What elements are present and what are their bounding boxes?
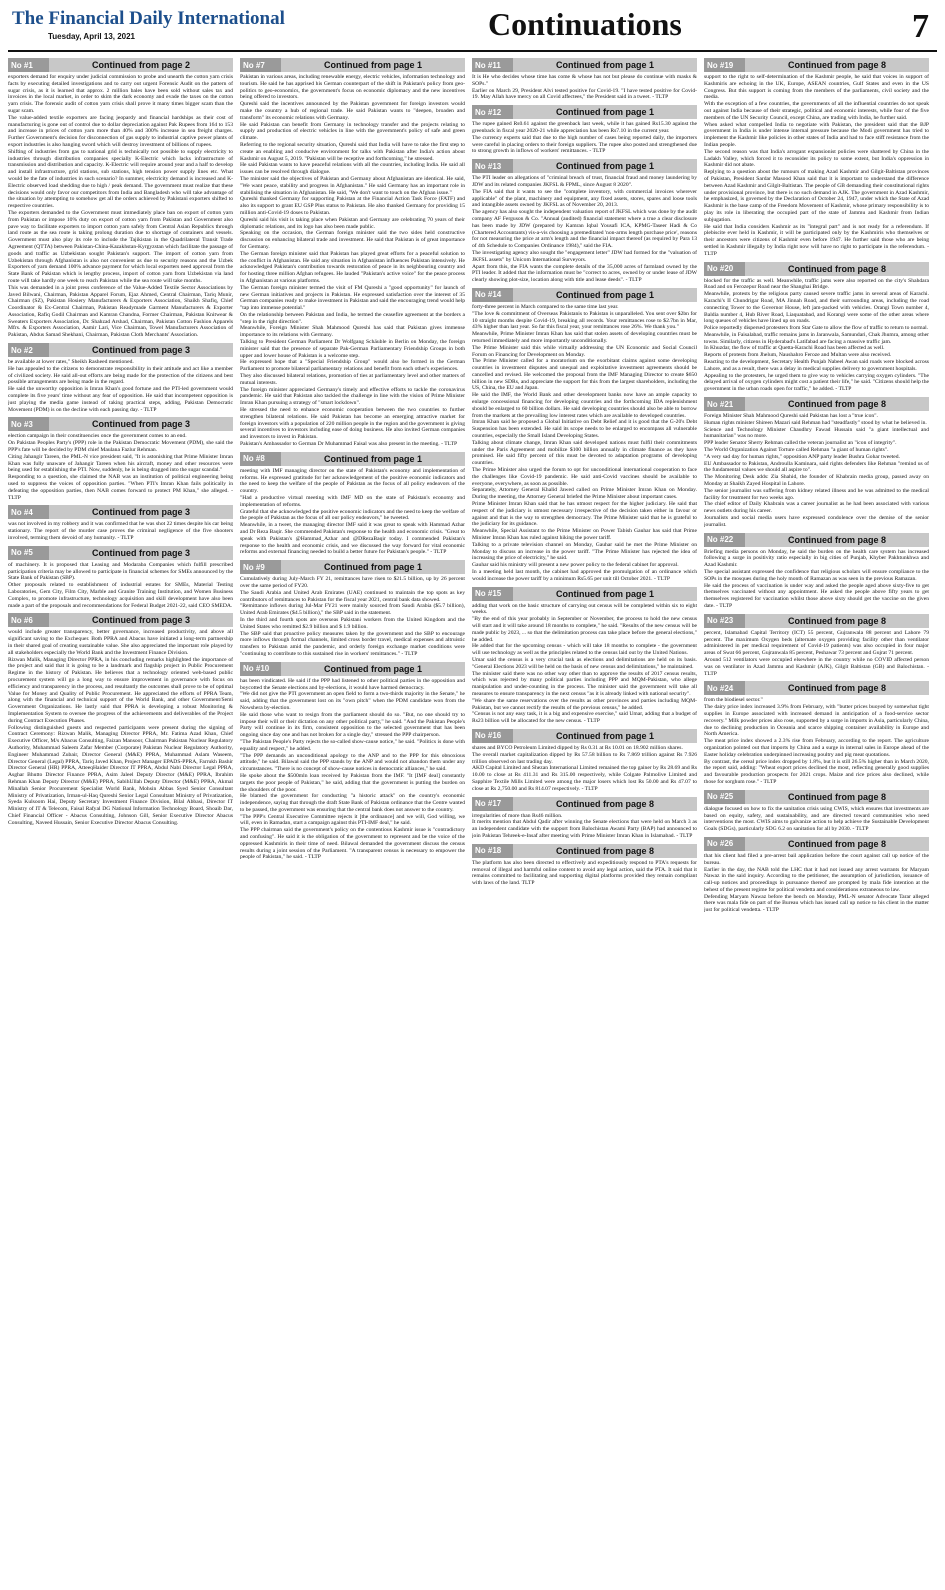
continuation-header (704, 262, 929, 276)
column-1 (8, 58, 233, 1586)
continuation-number: No #12 (472, 105, 513, 119)
issue-date: Tuesday, April 13, 2021 (48, 32, 136, 41)
continuation-title: Continued from page 8 (787, 60, 886, 70)
article-paragraph: He said Pakistan can benefit from Germany in technology transfer and the projects relating to supply and production of electric vehicles in line with the government's policy of safe and green climate. (240, 121, 465, 142)
article-continuation (8, 613, 233, 826)
continuation-number: No #9 (240, 560, 281, 574)
article-paragraph: The agency has also sought the independent valuation report of JKFSL which was done by the audit company AF Ferguson & Co. "Annual (audited) financial statement where a true a clear disclosure has been made by JDW (prepared by Kamran Iqbal Yousafi ICA, KPMG-Taseer Hadi & Co (Chartered Accountants) vis-a-vis choosing a premeditated 'non-arms length purchase price', reasons for not measuring the price at arm's length and the financial impact thereof (as required by Para 13 of 4th Schedule to Companies Ordinance 1984)," said the FIA. (472, 209, 697, 250)
article-paragraph: Referring to the regional security situation, Qureshi said that India will have to take the first step to create an enabling and conducive environment for talks with Pakistan after India's action about Kashmir on August 5, 2019. "Pakistan will be receptive and forthcoming," he stressed. (240, 141, 465, 162)
continuation-header (8, 546, 233, 560)
article-paragraph: The Monitoring Desk adds: Zia Shahid, the founder of Khabrain media group, passed away on Monday at Shaikh Zayed Hospital in Lahore. (704, 474, 929, 488)
article-paragraph: By contrast, the cereal price index dropped by 1.8%, but it is still 26.5% higher than in March 2020, the report said, adding: "Wheat export prices declined the most, reflecting generally good supplies and favourable production prospects for 2021 crops. Maize and rice prices also declined, while those for sorghum rose." - TLTP (704, 758, 929, 785)
article-paragraph: Briefing media persons on Monday, he said the burden on the health care system has increased following a surge in positivity ratio especially in big cities of Punjab, Khyber Pakhtunkhwa and Azad Kashmir. (704, 548, 929, 569)
article-paragraph: When asked what compelled India to negotiate with Pakistan, the president said that the BJP government in India is under intense internal pressure because the Modi government has tried to implement the Kashmir like policies in other states of India and had to face stiff resistance from the Indian people. (704, 121, 929, 148)
article-paragraph: Qureshi thanked Germany for supporting Pakistan at the Financial Action Task Force (FATF) and also its support to grant EU GSP Plus status to Pakistan. He also thanked Germany for providing 15 million anti-Covid-19 doses to Pakistan. (240, 196, 465, 216)
article-paragraph: AKD Capital Limited and Shezan International Limited remained the top gainer by Rs 28.69 and Rs 10.00 to close at Rs 411.31 and Rs 315.00 respectively, while Colgate Palmolive Limited and Sapphire Textile Mills Limited were among the major losers which lost Rs 50.00 and Rs 47.07 to close at Rs 2,750.00 and Rs 814.07 respectively. - TLTP (472, 765, 697, 792)
continuation-title: Continued from page 8 (787, 683, 886, 694)
continuation-title: Continued from page 8 (787, 399, 886, 410)
article-paragraph: The platform has also been directed to effectively and expeditiously respond to PTA's requests for removal of illegal and harmful online content to avoid any legal action, said the PTA. It said that it remains committed to facilitating and supporting digital platforms provided they remain compliant with laws of the land. TLTP (472, 859, 697, 887)
article-paragraph: Meanwhile, protests by the religious party caused severe traffic jams in several areas of Karachi. Karachi's II Chundrigar Road, MA Jinnah Road, and their surrounding areas, including the road connecting Tower to the Governor House, left jam-packed with vehicles. Orangi Town number 4, Baldia number 4, Hub River Road, Liaquatabad, and Korangi were some of the other areas where long queues of vehicles have lined up on roads. (704, 291, 929, 325)
article-paragraph: Responding to a question, she claimed the NAB was an institution of political engineering being used to suppress the voices of opposition parties. "When PTI's Imran Khan fails politically in defeating the opposition parties, then NAB comes forward to protect PM Khan," she alleged. - TLTP (8, 474, 233, 501)
article-paragraph: Rizwan Malik, Managing Director PPRA, in his concluding remarks highlighted the importance of the project and said that it is going to be a landmark and flagship project in Public Procurement Regime in the history of Pakistan. He believes that a technology oriented web-based public procurement system will go a long way to ensure improvement in governance with focus on efficiency and transparency in the process, and resultantly the outcomes shall prove to be of optimal Value for Money and Quality of Public Procurement. He appreciated the efforts of PPRA Team, along with the financial and technical support of the World Bank, and other Government/Semi Government Organizations. He lastly said that PPRA is developing a robust Monitoring & Implementation System to oversee the progress of the achievements and deliverables of the Project during Contract Execution Phases. (8, 656, 233, 724)
continuation-header (472, 159, 697, 173)
continuation-number: No #6 (8, 613, 49, 627)
article-paragraph: Replying to a question about the rumours of making Azad Kashmir and Gilgit-Baltistan provinces of Pakistan, President Sardar Masood Khan said that it is important to understand the difference between Azad Kashmir and Gilgit-Baltistan. The people of GB demanding their constitutional rights under provisional province, but there is no such demand in AJK. The government in Azad Kashmir, he emphasized, is governed by the Declaration of October 24, 1947, under which the State of Azad Kashmir is the base camp of the Freedom Movement of Kashmir, whose primary responsibility is to play its role in liberating the occupied part of the state of Jammu and Kashmir from Indian subjugation. (704, 169, 929, 223)
article-paragraph: Prime Minister Imran Khan said that he has utmost respect for the higher judiciary. He said that respect of the judiciary is utmost necessary irrespective of the decision taken either in favour or against and that is the way to strengthen democracy. The Prime Minister said that he is grateful to the judiciary for its guidance. (472, 501, 697, 528)
continuation-header (704, 533, 929, 547)
continuation-number: No #22 (704, 533, 745, 547)
article-paragraph: The minister said there was no other way other than to approve the results of 2017 census results, which was rejected by many political parties including PPP and MQM-Pakistan, who allege manipulation and under-counting in the process. The minister said the government will take all measures to ensure transparency in the next census "as it is already linked with national security". (472, 670, 697, 697)
continuation-title: Continued from page 8 (787, 838, 886, 849)
article-continuation (704, 58, 929, 258)
article-paragraph: "Census is not any easy task, it is a big and expensive exercise," said Umar, adding that a budget of Rs23 billion will be allocated for the new census. - TLTP (472, 711, 697, 725)
article-paragraph: In a meeting held last month, the cabinet had approved the promulgation of an ordinance which would increase the power tariff by a minimum Rs5.65 per unit till October 2021. - TLTP (472, 569, 697, 582)
continuation-header (8, 58, 233, 72)
article-paragraph: Citing Jahangir Tareen, the PML-N vice president said, "It is astonishing that Prime Minister Imran Khan was fully unaware of Jahangir Tareen when his aircraft, money and other resources were being used for establishing the PTI. Now, suddenly, he is being dragged into the sugar scandal." (8, 453, 233, 474)
newspaper-brand: The Financial Daily International (12, 8, 285, 29)
article-paragraph: He said that India considers Kashmir as its "integral part" and is not ready for a referendum. If plebiscite ever held in Kashmir, it will be participated only by the Kashmiris who themselves or their ancestors were citizens of Kashmir even before 1947. He further said those who are being settled in Kashmir illegally by India right now will have no right to participate in the referendum. - TLTP (704, 223, 929, 257)
continuation-title: Continued from page 8 (787, 791, 886, 802)
article-continuation (8, 417, 233, 501)
article-paragraph: Other proposals related to establishment of industrial estates for SMEs, Material Testing Laboratories, Gem City, Film City, Marble and Granite Training Institution, and Women Business Complex, to promote infrastructure, technology acquisition and skill development have also been made a part of the proposals and recommendations for Federal Budget 2021-22, said CEO SMEDA. (8, 582, 233, 609)
article-paragraph: Grateful that she acknowledged the positive economic indicators and the need to keep the welfare of the people of Pakistan as the focus of all our policy endeavors," he tweeted. (240, 508, 465, 522)
article-paragraph: The World Organization Against Torture called Rehman "a giant of human rights". (704, 447, 889, 454)
article-paragraph: On Pakistan Peoples Party's (PPP) role in the Pakistan Democratic Movement (PDM), she said the PPP's fate will be decided by PDM chief Maulana Fazlur Rehman. (8, 440, 233, 454)
article-paragraph: Separately, Attorney General Khalid Jawed called on Prime Minister Imran Khan on Monday. During the meeting, the Attorney General briefed the Prime Minister about important cases. (472, 487, 697, 501)
article-paragraph: He said those who want to resign from the parliament should do so. "But, no one should try to impose their will or their dictation on any other political party," he said. "And the Pakistan People's Party will continue in its firm, consistent opposition to the selected government that has been ongoing since day one and has not broken for a single day," stressed the PPP chairperson. (240, 711, 465, 739)
article-continuation (472, 797, 697, 840)
article-paragraph: forty-three percent in March compared to the same time last year. (472, 303, 619, 310)
article-paragraph: It merits mention that Abdul Qadir after winning the Senate elections that were held on March 3 as an independent candidate with the support from Balochistan Awami Party (BAP) had announced to join Pakistan Tehreek-e-Insaf after meeting with Prime Minister Imran Khan in Islamabad. - TLTP (472, 819, 697, 839)
continuation-title: Continued from page 8 (787, 263, 886, 274)
article-paragraph: The Prime Minister also urged the forum to opt for unconditional international cooperation to face the challenges like Covid-19 pandemic. He said anti-Covid vaccines should be available to everyone, everywhere, as soon as possible. (472, 467, 697, 487)
continuation-number: No #19 (704, 58, 745, 72)
continuation-number: No #11 (472, 58, 513, 72)
article-paragraph: He expressed hope that a "Special Friendship Group" would also be formed in the German Parliament to promote bilateral parliamentary relations and benefit from each other's experiences. (240, 359, 465, 373)
article-paragraph: Human rights minister Shireen Mazari said Rehman had "steadfastly" stood by what he believed in. (704, 419, 927, 426)
continuation-title: Continued from page 1 (323, 60, 422, 70)
article-continuation (472, 159, 697, 284)
continuation-title: Continued from page 8 (555, 798, 654, 809)
article-paragraph: Reacting to the development, Secretary Health Punjab Nabeel Awan said roads were blocked across Lahore, and as a result, there was a delay in medical supplies delivery to government hospitals. (704, 359, 929, 372)
article-paragraph: The SBP said that proactive policy measures taken by the government and the SBP to encourage more inflows through formal channels, limited cross border travel, medical expenses and altruistic transfers to Pakistan amid the pandemic, and orderly foreign exchange market conditions were "continuing to contribute to this sustained rise in workers' remittances." - TLTP (240, 630, 465, 657)
continuation-number: No #2 (8, 343, 49, 357)
article-paragraph: The exporters demanded to the Government must immediately place ban on export of cotton yarn from Pakistan or impose 10% duty on export of cotton yarn from Pakistan and Government also pave way to facilitate exporters to import cotton yarn safely from Central Asian Republics through land route as the sea route is taking prolong duration due to shortage of containers and vessels. Government must also play its role to include the Tajikistan in the Quadrilateral Transit Trade Agreement (QTTA) between Pakistan-China-Kazakhstan-Kyrgyzstan which facilitate the passage of goods and traffic as Uzbekistan sought Pakistan's support. The import of cotton yarn from Uzbekistan through Afghanistan is also not convenient as due to security reasons and the Uzbek Exporters of yarn demand 100% advance payment for which local exporters need approval from the State Bank of Pakistan which is lengthy process, import of cotton yarn from Uzbekistan via land route will take hardly one week to reach Pakistan while the sea route will take months. (8, 209, 233, 284)
continuation-header (472, 288, 697, 302)
continuation-header (704, 837, 929, 851)
article-paragraph: Apart from this, the FIA wants the complete details of the 35,000 acres of farmland owned by the PTI leader. It added that the information must be "correct to acres, owned by or under lease of JDW clearly showing plot-size, location along with title and lease deeds". - TLTP (472, 263, 697, 284)
continuation-header (240, 560, 465, 574)
continuation-number: No #26 (704, 837, 745, 851)
article-continuation (240, 560, 465, 658)
article-paragraph: PPP leader Senator Sherry Rehman called the veteran journalist an "icon of integrity". (704, 440, 897, 447)
continuation-number: No #7 (240, 58, 281, 72)
article-continuation (704, 397, 929, 529)
continuation-header (472, 797, 697, 811)
article-paragraph: The currency experts said that due to the high number of cases being reported daily, the importers were careful in placing orders to their foreign suppliers. The rupee also posted and strengthened due to strong growth in inflows of workers' remittances. - TLTP (472, 134, 697, 155)
article-paragraph: Meanwhile, Foreign Minister Shah Mahmood Qureshi has said that Pakistan gives immense importance to its relations with Germany. (240, 325, 465, 339)
article-continuation (8, 343, 233, 413)
continuation-title: Continued from page 1 (555, 289, 654, 300)
article-paragraph: Following distinguished guests and respected participants were present during the signing of Contract Ceremony: Rizwan Malik, Managing Director PPRA, Mr. Fatima Azad Khan, Chief Executive Officer, M/s Abacus Consulting, Faizan Mansoor, Chairman Pakistan Nuclear Regulatory Authority, Muhammad Saleem Zafar Member (Corporate) Pakistan Nuclear Regulatory Authority, Engineer Muhammad Zubair, Director General (M&E) PPRA, Muhammad Aslam Waseem, Director General (Legal) PPRA, Tariq Javed Khan, Project Manager EPADS-PPRA, Farrukh Bashir Director General (HR) PPRA, AtteeqHaider Director IT PPRA, Abdul Nabi Director Legal PPRA, Asghar Bhutto Director Finance PPRA, Asim Jaleel Deputy Director (M&E) PPRA, Ibrahim Rehman Khan Deputy Director (M&E) PPRA, SabihUllah Deputy Director (M&E) PPRA, Akmal Minallah Senior Procurement Specialist World Bank, Mohsin Abbas Syed Senior Consultant Ministry of Privatization, Irman-ul-Haq Qureshi Senior Legal Consultant Ministry of Privatization, Syeda Kulsoom Hai, Deputy Secretary Investment Finance Division, Bilal Abbasi, Director IT Ministry of IT & Telecom, Faisal Rafyal DG National Information Technology Board, Shoaib Dar, Chief Financial Officer - Abacus Consulting, Johnson Gill, Senior Executive Director Abacus Consulting, Naveed Hussain, Senior Executive Director Abacus Consulting. (8, 724, 233, 826)
article-paragraph: "The PPP's Central Executive Committee rejects it [the ordinance] and we will, God willing, we will, even in Ramadan, start a campaign against this PTI-IMF deal," he said. (240, 813, 465, 827)
article-paragraph: that his client had filed a pre-arrest bail application before the court against call up notice of the bureau. (704, 852, 929, 866)
article-paragraph: Meanwhile, in a tweet, the managing director IMF said it was great to speak with Hammad Azhar and Dr Reza Baqir. She commended Pakistan's response to the health and economic crisis. "Great to speak with Pakistan's @Hammad_Azhar and @DRezaBaqir today. I commended Pakistan's response to the health and economic crisis, and we discussed the way forward for vital economic reforms and external financing needed to build a better future for Pakistan's people." - TLTP (240, 522, 465, 556)
article-paragraph: It is He who decides whose time has come & whose has not but please do continue with masks & SOPs." (472, 74, 697, 87)
article-paragraph: The chief editor of Daily Khabrain was a career journalist as he had been associated with various news outlets during his career. (704, 501, 929, 515)
continuation-title: Continued from page 1 (555, 588, 654, 599)
continuation-number: No #10 (240, 662, 281, 676)
article-continuation (8, 505, 233, 541)
section-title: Continuations (488, 6, 682, 42)
article-paragraph: Shifting of industries from gas to national grid is technically not possible to supply electricity to industries through distribution companies specially K-Electric which lacks infrastructure of transmission and distribution and capacity. K-Electric will require around year and a half to develop and install infrastructure, grid stations, sub stations, high tension power supply lines etc. What would be the fate of industries in such scenario? In summer, electricity demand is increased and K-Electric observed load shedding due to high / peak demand. The government must realize that these decisions would only favor our competitors from India and Bangladesh who will take advantage of the situation by attempting to somehow get all the orders achieved by Pakistani exporters shifted to respective countries. (8, 148, 233, 210)
article-paragraph: On the relationship between Pakistan and India, he termed the ceasefire agreement at the borders a "step in the right direction". (240, 311, 465, 325)
continuation-header (704, 790, 929, 804)
page-number: 7 (912, 8, 929, 45)
article-continuation (472, 729, 697, 793)
continuation-header (8, 613, 233, 627)
article-paragraph: The German foreign minister termed the visit of FM Qureshi a "good opportunity" for launch of new German initiatives and projects in Pakistan. He expressed satisfaction over the interest of 35 German companies ready to make investment in Pakistan and said the encouraging trend would help "tap into immense potential." (240, 284, 465, 312)
article-paragraph: The Prime Minister said this while virtually addressing the UN Economic and Social Council Forum on Financing for Development on Monday. (472, 344, 697, 358)
continuation-number: No #17 (472, 797, 513, 811)
article-paragraph: Earlier on March 29, President Alvi tested positive for Covid-19. "I have tested positive for Covid-19. May Allah have mercy on all Covid affectees," the President said in a tweet. - TLTP (472, 87, 697, 101)
article-paragraph: With the exception of a few countries, the governments of all the influential countries do not speak out against India because of their strategic, political and economic interests, while four of the five members of the UN Security Council, except China, are trading with India, he further said. (704, 101, 929, 121)
article-paragraph: Pakistan's Ambassador to German Dr Muhammad Faisal was also present in the meeting. - TLTP (240, 441, 458, 448)
article-continuation (240, 662, 465, 862)
article-paragraph: from the biodiesel sector." (704, 697, 763, 704)
article-paragraph: Reports of protests from Jhelum, Naushahro Feroze and Multan were also received. (704, 352, 892, 359)
article-paragraph: Gauhar said his ministry will present a new power policy to the federal cabinet for approval. (472, 562, 679, 569)
article-paragraph: The meat price index showed a 2.3% rise from February, according to the report. The agriculture organization pointed out that imports by China and a surge in internal sales in Europe ahead of the Easter holiday celebration underpinned increasing poultry and pig meat quotations. (704, 738, 929, 758)
column-4 (704, 58, 929, 1586)
article-paragraph: Earlier in the day, the NAB told the LHC that it had not issued any arrest warrants for Maryam Nawaz in the said inquiry. According to the petitioner, the assumption of jurisdiction, issuance of call-up notices and proceedings in pursuance thereof are prompted by mala fide intention at the behest of the present regime for political vendetta and considerations extraneous to law. (704, 866, 929, 893)
article-paragraph: He blamed the government for conducting "a historic attack" on the country's economic independence, saying that through the draft State Bank of Pakistan ordinance that the Centre wanted to be passed, the government was ensuring that the central bank does not answer to the country. (240, 793, 465, 813)
article-paragraph: meeting with IMF managing director on the state of Pakistan's economy and implementation of reforms. He expressed gratitude for her acknowledgement of the positive economic indicators and the need to keep the welfare of the people of Pakistan as the focus of all policy endeavors of the country. (240, 467, 465, 495)
article-continuation (472, 587, 697, 725)
article-paragraph: In Khuzdar, the flow of traffic at Quetta-Karachi Road has been affected as well. (704, 345, 885, 352)
article-paragraph: "Had a productive virtual meeting with IMF MD on the state of Pakistan's economy and implementation of reforms. (240, 495, 465, 508)
continuation-header (8, 505, 233, 519)
article-paragraph: He said the unworthy opposition is Imran Khan's good fortune and the PTI-led government would complete its five years' time without any fear of opposition. He said that incompetent opposition is just playing the media game instead of taking practical steps, adding, Pakistan Democratic Movement (PDM) is on the decline with each passing day. - TLTP (8, 386, 233, 413)
article-paragraph: Defending Maryam Nawaz before the bench on Monday, PML-N senator Advocate Tarar alleged there was mala fide on part of the Bureau which has issued call up notice to his client in the matter just for political vendetta. - TLTP (704, 893, 929, 914)
continuation-title: Continued from page 1 (555, 60, 654, 70)
article-paragraph: The senior journalist was suffering from kidney related illness and he was admitted to the medical facility for treatment for two weeks ago. (704, 487, 929, 501)
article-continuation (472, 288, 697, 583)
continuation-number: No #18 (472, 844, 513, 858)
article-paragraph: Speaking on the occasion, the German foreign minister said the two sides held constructive discussion on enhancing bilateral trade and investment. He said that Pakistan is of great importance for Germany. (240, 230, 465, 250)
continuation-title: Continued from page 8 (787, 615, 886, 626)
article-paragraph: Appealing to the protesters, he urged them to give way to vehicles carrying oxygen cylinders. "The delayed arrival of oxygen cylinders might cost a patient their life," he said. "Citizens should help the government in the urban roads open for traffic," he added. - TLTP (704, 372, 929, 393)
article-paragraph: He added that for the upcoming census - which will take 18 months to complete - the government will use technology as well as the principles related to the census laid out by the United Nations. (472, 643, 697, 657)
article-paragraph: In the third and fourth spots are overseas Pakistani workers from the United Kingdom and the United States who remitted $2.9 billion and $ 1.9 billion. (240, 616, 465, 630)
article-paragraph: Meanwhile, Prime Minister Imran Khan has said that stolen assets of developing countries must be returned immediately and more importantly unconditionally. (472, 331, 697, 344)
article-continuation (704, 681, 929, 785)
article-paragraph: percent, Islamabad Capital Territory (ICT) 55 percent, Gujranwala 88 percent and Lahore 79 percent. The maximum Oxygen beds (alternate oxygen providing facility other than ventilator administered in per medical requirement of Covid-19 patients) was also occupied in four major areas of Swat 66 percent, Gujranwala 85 percent, Peshawar 73 percent and Gujrat 71 percent. (704, 629, 929, 657)
continuation-number: No #8 (240, 452, 281, 466)
continuation-header (240, 452, 465, 466)
article-paragraph: The overall market capitalization dipped by Rs 57.58 billion to Rs 7.869 trillion against Rs 7.926 trillion observed on last trading day. (472, 751, 697, 765)
continuation-title: Continued from page 2 (91, 60, 190, 70)
continuation-title: Continued from page 3 (91, 547, 190, 558)
continuation-number: No #21 (704, 397, 745, 411)
continuation-title: Continued from page 1 (555, 107, 654, 118)
article-paragraph: would include greater transparency, better governance, increased productivity, and above all significant saving to the Exchequer. Both PPRA and Abacus have initiated a long-term partnership in their shared goal of creating sustainable value. She also appreciated the important role played by all stakeholders especially the World Bank and the Investment Finance Division. (8, 629, 233, 656)
article-paragraph: EU Ambassador to Pakistan, Androulla Kaminara, said rights defenders like Rehman "remind us of the fundamental values we should all aspire to". (704, 460, 929, 474)
continuation-title: Continued from page 1 (555, 161, 654, 172)
continuation-title: Continued from page 1 (323, 453, 422, 464)
continuation-number: No #16 (472, 729, 513, 743)
article-paragraph: dialogue focused on how to fix the sanitation crisis using CWIS, which ensures that investments are based on equity, safety, and sustainability, and are directed toward communities who need interventions the most. CWIS aims to galvanize action to help achieve the Sustainable Development Goals (SDGs), particularly SDG 6.2 on sanitation for all by 2030. - TLTP (704, 805, 929, 833)
article-paragraph: Pakistan in various areas, including renewable energy, electric vehicles, information technology and tourism. He said he has apprised his German counterpart of the shift in Pakistan's policy from geo-politics to geo-economics, the government's focus on economic diplomacy and the new incentives being offered to investors. (240, 74, 465, 101)
article-paragraph: The German foreign minister said that Pakistan has played great efforts for a peaceful solution to the conflict in Afghanistan. He said any situation in Afghanistan influences Pakistan intensively. He acknowledged Pakistan's contribution towards restoration of peace in its neighbouring country and for hosting three million Afghan refugees. He lauded "Pakistan's active voice" for the peace process in Afghanistan at various platforms. (240, 250, 465, 284)
article-paragraph: Science and Technology Minister Chaudhry Fawad Hussain said "a giant intellectual and humanitarian" was no more. (704, 426, 929, 440)
continuation-number: No #20 (704, 262, 745, 276)
continuation-header (472, 587, 697, 601)
article-paragraph: The PPP chairman said the government's policy on the contentious Kashmir issue is "contradictory and confusing". He said it is the obligation of the government to represent and be the voice of the oppressed Kashmiris in their time of need. Bilawal demanded the government discuss the census results during a joint session of the Parliament. "A transparent census is necessary to empower the people of Pakistan," he said. - TLTP (240, 827, 465, 861)
continuation-number: No #24 (704, 681, 745, 695)
continuation-title: Continued from page 8 (555, 845, 654, 856)
continuation-number: No #4 (8, 505, 49, 519)
article-paragraph: be available at lower rates," Sheikh Rasheed mentioned. (8, 359, 134, 366)
continuation-title: Continued from page 8 (787, 534, 886, 545)
article-paragraph: election campaign in their constituencies once the government comes to an end. (8, 433, 187, 440)
article-paragraph: exporters demand for enquiry under judicial commission to probe and unearth the cotton yarn crisis facts by executing detailed investigations and to carry out urgent Forensic Audit on the pattern of sugar crisis, as it is learned that approx. 2 million bales have been sold without sales tax and invoices in the local market, in order to skim the dark economy and evade the taxes on the cotton yarn crisis. The forensic audit of cotton yarn crisis shall prove it many times bigger scam than the sugar scam. (8, 74, 233, 114)
continuation-number: No #3 (8, 417, 49, 431)
article-paragraph: Talking to President German Parliament Dr Wolfgang Schäuble in Berlin on Monday, the foreign minister said that the presence of separate Pak-German Parliamentary Friendship Groups in both upper and lower house of Pakistan is a welcome step. (240, 339, 465, 359)
article-paragraph: Meanwhile, in Faisalabad, traffic remains jams in Jaranwala, Samundari, Chak Jhumra, among other towns. Similarly, citizens in Hyderabad's Latifabad are facing a massive traffic jam. (704, 331, 929, 345)
continuation-number: No #1 (8, 58, 49, 72)
article-continuation (704, 533, 929, 610)
article-paragraph: This was demanded in a joint press conference of the Value-Added Textile Sector Associations by Javed Bilwani, Chairman, Pakistan Apparel Forum, Ejaz Ahmed, Central Chairman, Tariq Munir, Chairman (SZ), Pakistan Hosiery Manufacturers & Exporters Association, Shaikh Shafiq, Chief Coordinator & Ex-Central Chairman, Pakistan Readymade Garment Manufacturers & Exporter Association, Rafiq Godil Chairman and Kamran Chandna, Former Chairman, Pakistan Knitwear & Sweaters Exporters Association, Dr. Shahzad Arshad, Chairman, Pakistan Cotton Fashion Apparels Mfrs. & Exporters Association, Aamir Lari, Vice Chairman, Towel Manufacturers Association of Pakistan, Abdus Samad Shekhani, Chairman, Pakistan Cloth Merchants' Association. (8, 284, 233, 339)
continuation-header (8, 417, 233, 431)
article-paragraph: Qureshi said the incentives announced by the Pakistan government for foreign investors would make the country a hub of regional trade. He said Pakistan wants to "deepen, broaden and transform" its economic relations with Germany. (240, 101, 465, 121)
continuation-title: Continued from page 3 (91, 507, 190, 518)
article-paragraph: "We did not give the PTI government an open field to form a two-thirds majority in the Senate," he said, adding that the government lost on its "own pitch" when the PDM candidate won from the Nowshera by-election. (240, 691, 465, 711)
continuation-header (240, 662, 465, 676)
article-paragraph: Police reportedly dispersed protesters from Star Gate to allow the flow of traffic to return to normal. (704, 325, 929, 332)
article-paragraph: Talking about climate change, Imran Khan said developed nations must fulfil their commitments under the Paris Agreement and mobilize $100 billion annually in climate finance as they have promised. He said fifty percent of this must be devoted to adaptation programs of developing countries. (472, 439, 697, 467)
continuation-number: No #23 (704, 614, 745, 628)
article-paragraph: "Remittance inflows during Jul-Mar FY21 were mainly sourced from Saudi Arabia ($5.7 billion), United Arab Emirates ($4.5 billion)," the SBP said in the statement. (240, 603, 465, 617)
article-paragraph: He said the process of vaccination is under way and asked the people aged above sixty-five to get themselves vaccinated without any appointment. He asked the people above fifty years to get themselves registered for vaccination whilst those above sixty should get the vaccine on the given date. - TLTP (704, 582, 929, 609)
article-continuation (472, 105, 697, 155)
article-paragraph: Imran Khan said he proposed a Global Initiative on Debt Relief and it is good that the G-20's Debt Suspension has been extended. He said its scope needs to be enlarged to encompass all vulnerable countries, especially the Small Island Developing States. (472, 419, 697, 440)
continuation-number: No #5 (8, 546, 49, 560)
article-paragraph: The FIA said that it wants to see the "complete inventory, with commercial invoices wherever applicable" of the plant, machinery and equipment, any fixed assets, stores, spares and loose tools and intangible assets owned by JKFSL as of November 20, 2013. (472, 188, 697, 209)
article-paragraph: He spoke about the $500mln loan received by Pakistan from the IMF. "It [IMF deal] constantly targets the poor people of Pakistan," he said, adding that the government is putting the burden on the shoulders of the poor. (240, 772, 465, 793)
continuation-header (472, 58, 697, 72)
article-paragraph: Foreign Minister Shah Mahmood Qureshi said Pakistan has lost a "true icon". (704, 413, 878, 420)
article-paragraph: "The PPP demands an unconditional apology to the ANP and to the PPP for this obnoxious attitude," he said. Bilawal said the PPP stands by the ANP and would not abandon them under any circumstances. "There is no concept of show-cause notices in democratic alliances," he said. (240, 752, 465, 773)
continuation-header (704, 397, 929, 411)
continuation-header (472, 729, 697, 743)
article-paragraph: The foreign minister appreciated Germany's timely and effective efforts to tackle the coronavirus pandemic. He said that Pakistan also tackled the challenge in line with the vision of Prime Minister Imran Khan pursuing a strategy of "smart lockdown". (240, 386, 465, 407)
article-paragraph: He said Pakistan wants to have peaceful relations with all the countries, including India. He said all issues can be resolved through dialogue. (240, 162, 465, 176)
article-paragraph: Cumulatively during July-March FY 21, remittances have risen to $21.5 billion, up by 26 percent over the same period of FY20. (240, 576, 465, 589)
continuation-header (472, 105, 697, 119)
article-paragraph: Umar said the census is a very crucial task as elections and delimitations are held on its basis. "General Elections 2023 will be held on the basis of new census and delimitations," he maintained. (472, 656, 697, 670)
article-paragraph: "By the end of this year probably in September or November, the process to hold the new census will start and it will take around 18 months to complete," he said. "Results of the new census will be made public by 2023, ... so that the delimitation process can take place before the general elections," he added. (472, 616, 697, 643)
article-paragraph: Journalists and social media users have expressed condolence over the demise of the senior journalist. (704, 515, 929, 528)
article-continuation (240, 58, 465, 448)
continuation-number: No #25 (704, 790, 745, 804)
continuation-title: Continued from page 1 (323, 562, 422, 573)
article-paragraph: He said the IMF, the World Bank and other development banks now have an ample capacity to enlarge concessional financing for developing countries and the forthcoming IDA replenishment should be enlarged to 60 billion dollars. He said developing countries should also be able to borrow from the markets at the prevailing low interest rates which are available to developed countries. (472, 392, 697, 419)
article-paragraph: The dairy price index increased 3.9% from February, with "butter prices buoyed by somewhat tight supplies in Europe associated with increased demand in anticipation of a food-service sector recovery." Milk powder prices also rose, supported by a surge in imports in Asia, particularly China, due to declining production in Oceania and scarce shipping container availability in Europe and North America. (704, 704, 929, 738)
article-paragraph: has been vindicated. He said if the PPP had listened to other political parties in the opposition and boycotted the Senate elections and by-elections, it would have harmed democracy. (240, 677, 465, 691)
article-continuation (472, 58, 697, 101)
article-paragraph: "We share the same reservations over the results as other provinces and parties including MQM-Pakistan, but we cannot rectify the results of the previous census," he added. (472, 697, 697, 711)
continuation-title: Continued from page 3 (91, 345, 190, 356)
continuation-number: No #13 (472, 159, 513, 173)
article-continuation (704, 790, 929, 833)
article-paragraph: "A very sad day for human rights," opposition ANP party leader Bushra Gohar tweeted. (704, 453, 900, 460)
article-continuation (704, 262, 929, 394)
article-paragraph: The PTI leader on allegations of "criminal breach of trust, financial fraud and money laundering by JDW and its related companies JKFSL & FPML, since August 8 2020". (472, 175, 697, 188)
continuation-title: Continued from page 3 (91, 419, 190, 430)
article-continuation (704, 837, 929, 914)
article-paragraph: shares and BYCO Petroleum Limited dipped by Rs 0.31 at Rs 10.01 on 18.902 million shares. (472, 744, 683, 751)
article-paragraph: The investigating agency also sought the "engagement letter" JDW had formed for the "valuation of JKFSL assets" by Unicom International Surveyors. (472, 249, 697, 263)
article-paragraph: blocked for the traffic as well. Meanwhile, traffic jams were also reported on the city's Shahdara Road and on Ferozepur Road near the Shanghai Bridge. (704, 277, 929, 291)
continuation-header (704, 681, 929, 695)
article-paragraph: The value-added textile exporters are facing jeopardy and financial hardships as their cost of manufacturing is gone out of control due to dollar depreciation against Pak Rupees from 164 to 153 and increase in prices of cotton yarn more than 40% and 300% increase in sea freight charges. Further Government's decision for disconnection of gas supply to industrial captive power plants of export industries is also hanging sword which will destroy investment of billions of rupees. (8, 114, 233, 148)
article-paragraph: The special assistant expressed the confidence that religious scholars will ensure compliance to the SOPs in the mosques during the holy month of Ramazan as was seen in the previous Ramazan. (704, 569, 929, 582)
article-paragraph: of machinery. It is proposed that Leasing and Modaraba Companies which fulfill prescribed participation criteria may be allowed to participate in financial schemes for SMEs announced by the State Bank of Pakistan (SBP). (8, 561, 233, 582)
continuation-title: Continued from page 1 (555, 730, 654, 741)
article-continuation (704, 614, 929, 678)
continuation-header (704, 58, 929, 72)
article-paragraph: was not involved in my robbery and it was confirmed that he was shot 22 times despite his car being stationary. The report of the murder case proves the criminal negligence of the five shooters involved, terming them devoid of any humanity. - TLTP (8, 521, 233, 542)
article-paragraph: Qureshi said his visit is taking place when Pakistan and Germany are celebrating 70 years of their diplomatic relations, and its logo has also been made public. (240, 216, 465, 230)
article-paragraph: He has appealed to the citizens to demonstrate responsibility in their attitude and act like a member of civilized society. He said all-out efforts are being made for the protection of the citizens and best possible arrangements are being made in the regard. (8, 365, 233, 386)
column-3 (472, 58, 697, 1586)
masthead (8, 4, 937, 52)
article-paragraph: Meanwhile, Special Assistant to the Prime Minister on Power Tabish Gauhar has said that Prime Minister Imran Khan has ruled against hiking the power tariff. (472, 528, 697, 542)
continuation-header (704, 614, 929, 628)
continuation-header (8, 343, 233, 357)
article-paragraph: The Prime Minister called for a moratorium on the exorbitant claims against some developing countries in investment disputes and unequal and exploitative investment agreements should be cancelled and revised. He welcomed the proposal from the IMF Managing Director to create $650 billion in new SDRs, and appreciate the support for this from the largest shareholders, including the US, China, the EU and Japan. (472, 358, 697, 392)
continuation-number: No #15 (472, 587, 513, 601)
continuation-title: Continued from page 1 (323, 663, 422, 674)
article-continuation (240, 452, 465, 556)
continuation-title: Continued from page 3 (91, 615, 190, 626)
continuation-header (240, 58, 465, 72)
article-paragraph: The rupee gained Rs0.61 against the greenback last week, while it has gained Rs15.30 against the greenback in fiscal year 2020-21 while appreciation has been Rs7.10 in the current year. (472, 121, 697, 134)
article-continuation (472, 844, 697, 887)
article-paragraph: adding that work on the basic structure of carrying out census will be completed within six to eight weeks. (472, 602, 697, 616)
article-paragraph: He stressed the need to enhance economic cooperation between the two countries to further strengthen bilateral relations. He said Pakistan has become an emerging attractive market for foreign investors with a population of 220 million people in the region and the government is giving several incentives to investors including ease of doing business. He also invited German companies and investors to invest in Pakistan. (240, 407, 465, 441)
column-2 (240, 58, 465, 1586)
article-paragraph: The minister said the objectives of Pakistan and Germany about Afghanistan are identical. He said, "We want peace, stability and progress in Afghanistan." He said Germany has an important role in stabilising the situation in Afghanistan. He said, "We don't want to touch on the Afghan issue." (240, 175, 465, 196)
article-paragraph: "The Pakistan People's Party rejects the so-called show-cause notice," he said. "Politics is done with equality and respect," he added. (240, 738, 465, 752)
continuation-number: No #14 (472, 288, 513, 302)
article-paragraph: They also discussed bilateral relations, promotion of ties at parliamentary level and other matters of mutual interests. (240, 373, 465, 386)
article-paragraph: Around 512 ventilators were occupied elsewhere in the country while no COVID affected person was on ventilator in Azad Jammu and Kashmir (AJK), Gilgit Baltistan (GB) and Balochistan. - TLTP (704, 656, 929, 677)
article-paragraph: The second reason was that India's arrogant expansionist policies were shattered by China in the Ladakh Valley, which forced it to reconsider its policy to some extent, but India's oppression in Kashmir did not abate. (704, 148, 929, 169)
article-continuation (8, 546, 233, 610)
article-paragraph: "The love & commitment of Overseas Pakistanis to Pakistan is unparalleled. You sent over $2bn for 10 straight months despite Covid-19, breaking all records. Your remittances rose to $2.7bn in Mar, 43% higher than last year. So far this fiscal year, your remittances rose 26%. We thank you." (472, 310, 697, 331)
continuation-header (472, 844, 697, 858)
article-continuation (8, 58, 233, 339)
article-paragraph: support to the right to self-determination of the Kashmir people, he said that voices in support of Kashmiris are echoing in the UK, Europe, ASEAN countries, Gulf States and even in the US Congress. But this support is coming from the members of the parliaments, civil society and the media. (704, 74, 929, 101)
article-paragraph: Talking to a private television channel on Monday, Gauhar said he met the Prime Minister on Monday to discuss an increase in the power tariff. "The Prime Minister has rejected the idea of increasing the price of electricity," he said. (472, 541, 697, 562)
article-paragraph: The Saudi Arabia and United Arab Emirates (UAE) continued to maintain the top spots as key contributors of remittances to Pakistan for the fiscal year 2021, central bank data showed. (240, 589, 465, 603)
article-paragraph: irregularities of more than Rs46 million. (472, 812, 563, 819)
